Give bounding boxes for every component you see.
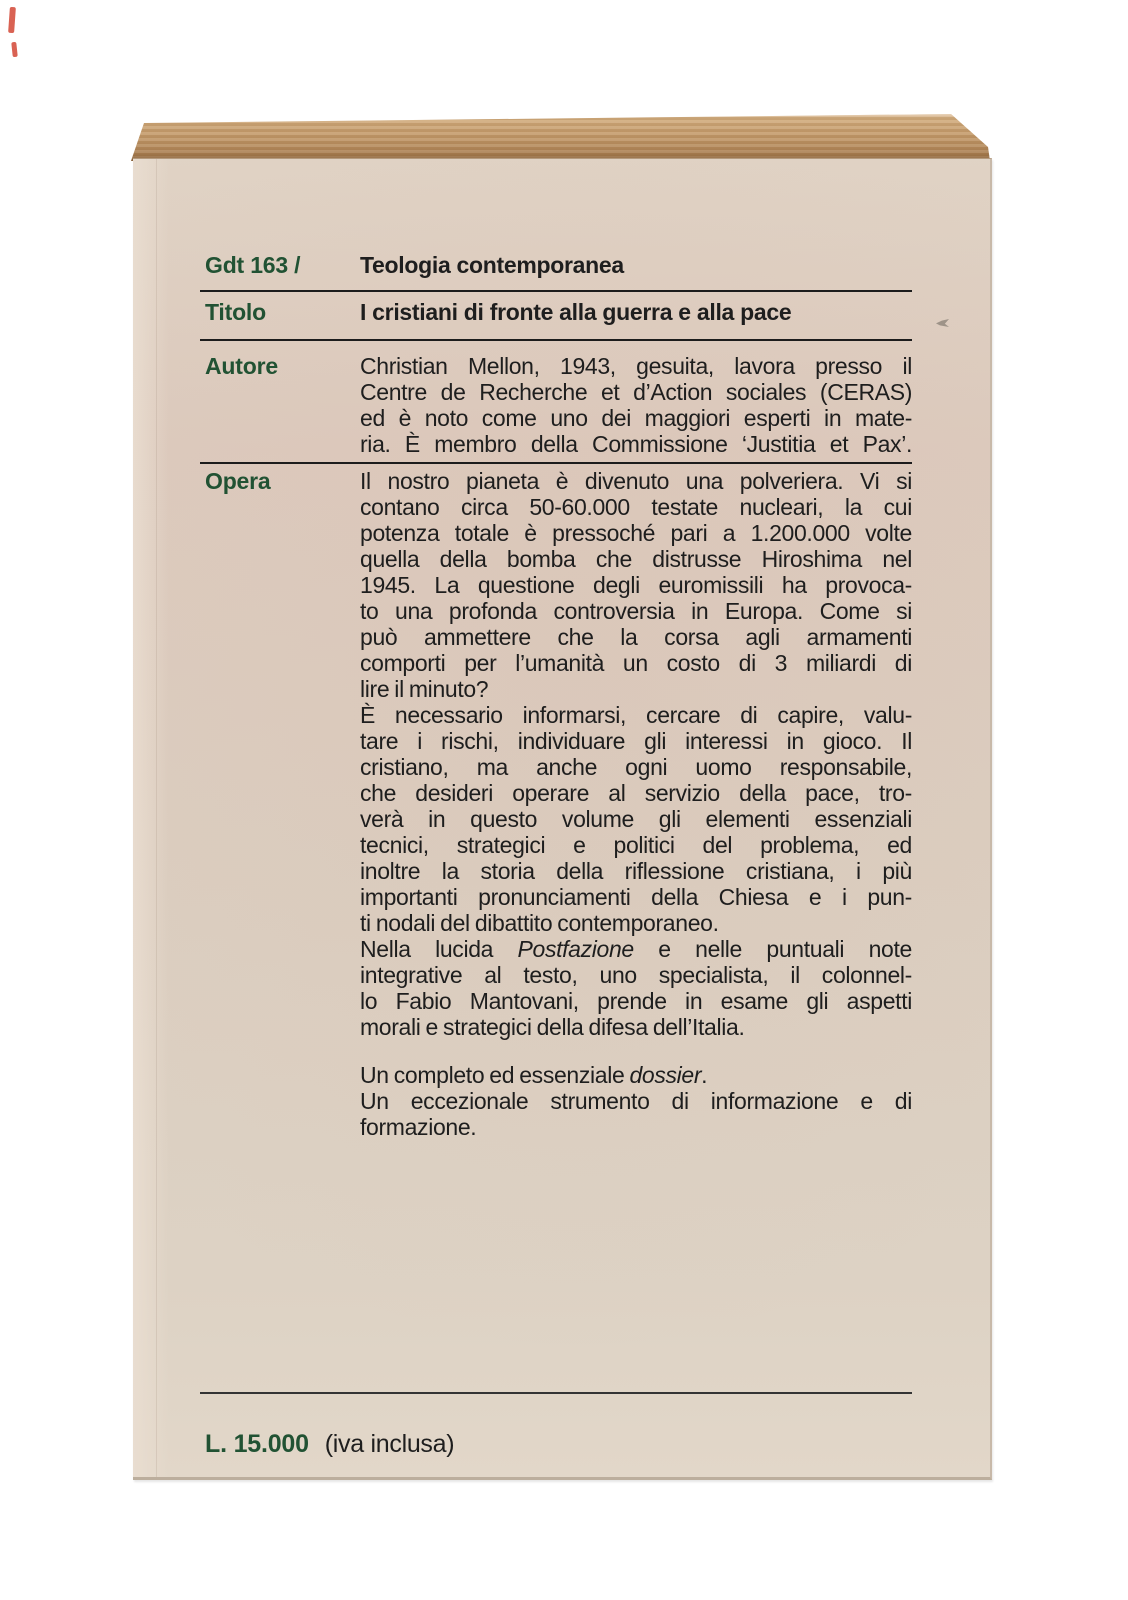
text-line: contano circa 50-60.000 testate nucleari, la cui [360,494,912,520]
scan-artifact-red [8,7,16,33]
book-title: I cristiani di fronte alla guerra e alla pace [360,299,792,325]
text-line: Il nostro pianeta è divenuto una polveriera. Vi si [360,468,912,494]
text-line: verà in questo volume gli elementi essenziali [360,806,912,832]
divider [200,462,912,464]
text-line: può ammettere che la corsa agli armamenti [360,624,912,650]
text-line: 1945. La questione degli euromissili ha provoca- [360,572,912,598]
opera-row [200,468,912,1140]
author-row [200,353,912,457]
price-note: (iva inclusa) [324,1430,455,1458]
series-code: Gdt 163 / [205,252,301,278]
text-line: Un completo ed essenziale dossier. [360,1062,708,1088]
text-line: importanti pronunciamenti della Chiesa e i pun- [360,884,912,910]
author-label: Autore [205,353,278,379]
text-line: lo Fabio Mantovani, prende in esame gli aspetti [360,988,912,1014]
text-line: integrative al testo, uno specialista, il colonnel- [360,962,912,988]
price-divider [200,1392,912,1394]
text-line: inoltre la storia della riflessione cristiana, i più [360,858,912,884]
book-back-cover [133,158,992,1480]
text-line: ed è noto come uno dei maggiori esperti in mate- [360,405,912,431]
opera-text [360,468,912,1140]
text-line: ti nodali del dibattito contemporaneo. [360,910,719,936]
price-row [200,1429,912,1459]
opera-paragraph [360,936,912,1040]
text-line: tecnici, strategici e politici del problema, ed [360,832,912,858]
opera-paragraph [360,702,912,936]
text-line: cristiano, ma anche ogni uomo responsabile, [360,754,912,780]
text-line: che desideri operare al servizio della pace, tro- [360,780,912,806]
title-label: Titolo [205,299,266,325]
text-line: ria. È membro della Commissione ‘Justitia et Pax’. [360,431,912,457]
text-line: Centre de Recherche et d’Action sociales (CERAS) [360,379,912,405]
text-line: formazione. [360,1114,477,1140]
opera-paragraph [360,1062,912,1140]
text-line: morali e strategici della difesa dell’Italia. [360,1014,745,1040]
series-row [200,252,912,278]
opera-paragraph [360,468,912,702]
dust-speck [936,319,949,327]
text-line: Nella lucida Postfazione e nelle puntuali note [360,936,912,962]
opera-label: Opera [205,468,271,494]
text-line: Un eccezionale strumento di informazione e di [360,1088,912,1114]
text-line: potenza totale è pressoché pari a 1.200.000 volte [360,520,912,546]
price-value: L. 15.000 [205,1430,309,1458]
text-line: lire il minuto? [360,676,489,702]
text-line: quella della bomba che distrusse Hiroshima nel [360,546,912,572]
book-page-edge [131,114,990,161]
author-text [360,353,912,457]
series-name: Teologia contemporanea [360,252,624,278]
text-line: comporti per l’umanità un costo di 3 miliardi di [360,650,912,676]
title-row [200,299,912,325]
text-line: to una profonda controversia in Europa. Come si [360,598,912,624]
text-line: È necessario informarsi, cercare di capire, valu- [360,702,912,728]
divider [200,339,912,341]
scan-artifact-red [11,42,18,57]
text-line: Christian Mellon, 1943, gesuita, lavora presso il [360,353,912,379]
text-line: tare i rischi, individuare gli interessi in gioco. Il [360,728,912,754]
divider [200,290,912,292]
